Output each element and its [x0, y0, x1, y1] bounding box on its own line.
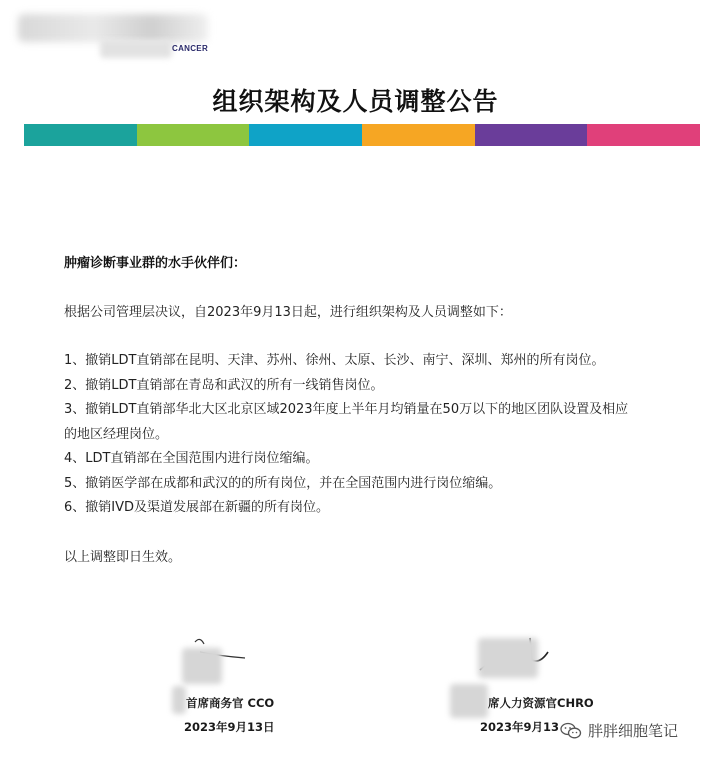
list-item: 3、撤销LDT直销部华北大区北京区域2023年度上半年月均销量在50万以下的地区团队设置及相应 的地区经理岗位。: [64, 402, 629, 442]
signature-block-cco: [170, 628, 330, 738]
color-band: [24, 124, 700, 146]
color-band-segment: [587, 124, 700, 146]
list-item: 5、撤销医学部在成都和武汉的的所有岗位，并在全国范围内进行岗位缩编。: [64, 475, 502, 491]
redaction-blur: [478, 638, 538, 678]
watermark: [560, 720, 678, 741]
signature-date: 2023年9月13日: [184, 720, 275, 734]
wechat-icon: [560, 722, 582, 740]
intro-paragraph: 根据公司管理层决议，自2023年9月13日起，进行组织架构及人员调整如下：: [64, 305, 512, 320]
color-band-segment: [137, 124, 250, 146]
blurred-logo: [18, 14, 208, 42]
list-item: 6、撤销IVD及渠道发展部在新疆的所有岗位。: [64, 500, 330, 515]
notice-title: 组织架构及人员调整公告: [212, 87, 499, 116]
logo-text: CANCER: [172, 44, 209, 53]
color-band-segment: [362, 124, 475, 146]
redaction-blur: [172, 686, 186, 714]
blurred-logo-fragment: [100, 40, 172, 58]
signatory-title: 席人力资源官CHRO: [488, 696, 594, 710]
signatory-title: 首席商务官 CCO: [186, 696, 275, 710]
watermark-text: 胖胖细胞笔记: [588, 722, 679, 740]
redaction-blur: [182, 648, 222, 684]
adjustment-list: [64, 349, 704, 521]
greeting: 肿瘤诊断事业群的水手伙伴们：: [64, 256, 247, 271]
redaction-blur: [450, 684, 488, 718]
list-item: 4、LDT直销部在全国范围内进行岗位缩编。: [64, 451, 319, 466]
color-band-segment: [249, 124, 362, 146]
closing-line: 以上调整即日生效。: [64, 550, 182, 565]
list-item: 2、撤销LDT直销部在青岛和武汉的所有一线销售岗位。: [64, 377, 384, 393]
signature-date: 2023年9月13: [480, 720, 560, 734]
list-item: 1、撤销LDT直销部在昆明、天津、苏州、徐州、太原、长沙、南宁、深圳、郑州的所有岗位。: [64, 353, 605, 368]
letterhead: [0, 0, 711, 150]
color-band-segment: [475, 124, 588, 146]
color-band-segment: [24, 124, 137, 146]
